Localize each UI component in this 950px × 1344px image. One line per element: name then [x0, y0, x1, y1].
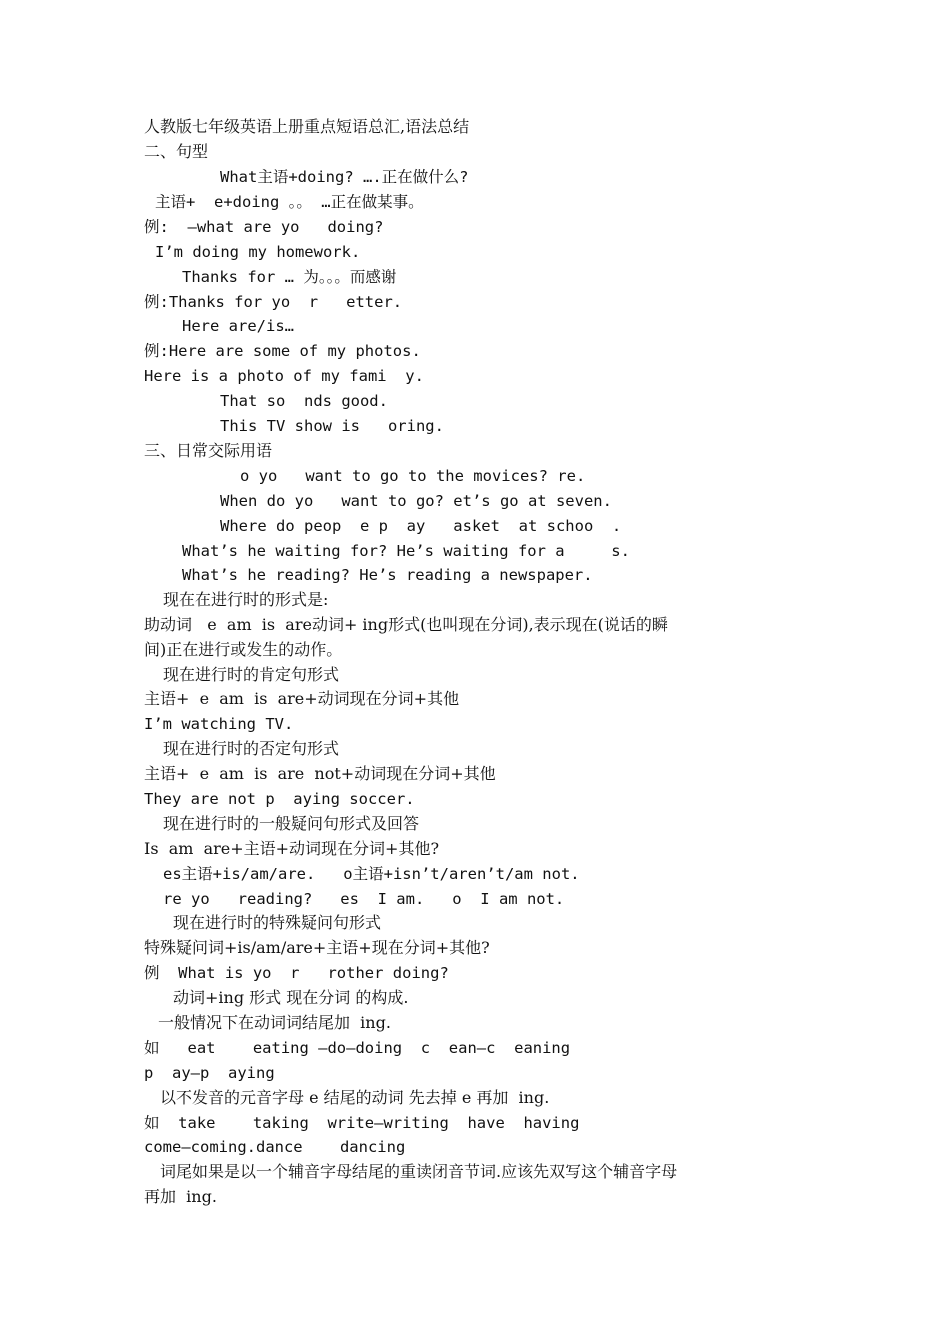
text-line: 主语+ e+doing 。。 …正在做某事。 — [155, 193, 424, 211]
text-line: 一般情况下在动词词结尾加 ing. — [158, 1013, 391, 1032]
text-line: 例:Thanks for yo r etter. — [144, 293, 403, 311]
text-line: 如 take taking write—writing have having — [144, 1114, 580, 1132]
text-line: Thanks for … 为。。。而感谢 — [182, 268, 397, 286]
text-line: o yo want to go to the movices? re. — [240, 467, 586, 485]
text-line: When do yo want to go? et’s go at seven. — [220, 492, 612, 510]
text-line: 现在进行时的否定句形式 — [163, 739, 340, 758]
text-line: Here is a photo of my fami y. — [144, 367, 424, 385]
text-line: es主语+is/am/are. o主语+isn’t/aren’t/am not. — [163, 865, 580, 883]
text-line: 现在在进行时的形式是: — [163, 590, 329, 609]
text-line: 二、句型 — [144, 142, 209, 161]
text-line: 间)正在进行或发生的动作。 — [144, 640, 343, 659]
text-line: come—coming.dance dancing — [144, 1138, 406, 1156]
text-line: What’s he waiting for? He’s waiting for a s. — [182, 542, 630, 560]
text-line: That so nds good. — [220, 392, 388, 410]
text-line: Is am are+主语+动词现在分词+其他? — [144, 839, 440, 858]
text-line: What主语+doing? ….正在做什么? — [220, 168, 469, 186]
text-line: Where do peop e p ay asket at schoo . — [220, 517, 622, 535]
text-line: I’m doing my homework. — [155, 243, 361, 261]
text-line: 主语+ e am is are+动词现在分词+其他 — [144, 689, 460, 708]
text-line: This TV show is oring. — [220, 417, 444, 435]
text-line: They are not p aying soccer. — [144, 790, 415, 808]
text-line: 例:Here are some of my photos. — [144, 342, 421, 360]
text-line: I’m watching TV. — [144, 715, 294, 733]
text-line: 再加 ing. — [144, 1187, 217, 1206]
text-line: 助动词 e am is are动词+ ing形式(也叫现在分词),表示现在(说话的瞬 — [144, 615, 668, 634]
text-line: re yo reading? es I am. o I am not. — [163, 890, 565, 908]
text-line: p ay—p aying — [144, 1064, 275, 1082]
text-line: 三、日常交际用语 — [144, 441, 273, 460]
text-line: What’s he reading? He’s reading a newspaper. — [182, 566, 593, 584]
text-line: 词尾如果是以一个辅音字母结尾的重读闭音节词.应该先双写这个辅音字母 — [160, 1162, 678, 1181]
document-title: 人教版七年级英语上册重点短语总汇,语法总结 — [144, 117, 470, 136]
text-line: 例 What is yo r rother doing? — [144, 964, 449, 982]
text-line: 特殊疑问词+is/am/are+主语+现在分词+其他? — [144, 938, 490, 957]
text-line: 以不发音的元音字母 e 结尾的动词 先去掉 e 再加 ing. — [160, 1088, 550, 1107]
text-line: 现在进行时的一般疑问句形式及回答 — [163, 814, 420, 833]
text-line: Here are/is… — [182, 317, 294, 335]
text-line: 动词+ing 形式 现在分词 的构成. — [173, 988, 409, 1007]
text-line: 现在进行时的特殊疑问句形式 — [173, 913, 382, 932]
text-line: 主语+ e am is are not+动词现在分词+其他 — [144, 764, 496, 783]
text-line: 如 eat eating —do—doing c ean—c eaning — [144, 1039, 571, 1057]
text-line: 现在进行时的肯定句形式 — [163, 665, 340, 684]
text-line: 例: —what are yo doing? — [144, 218, 384, 236]
